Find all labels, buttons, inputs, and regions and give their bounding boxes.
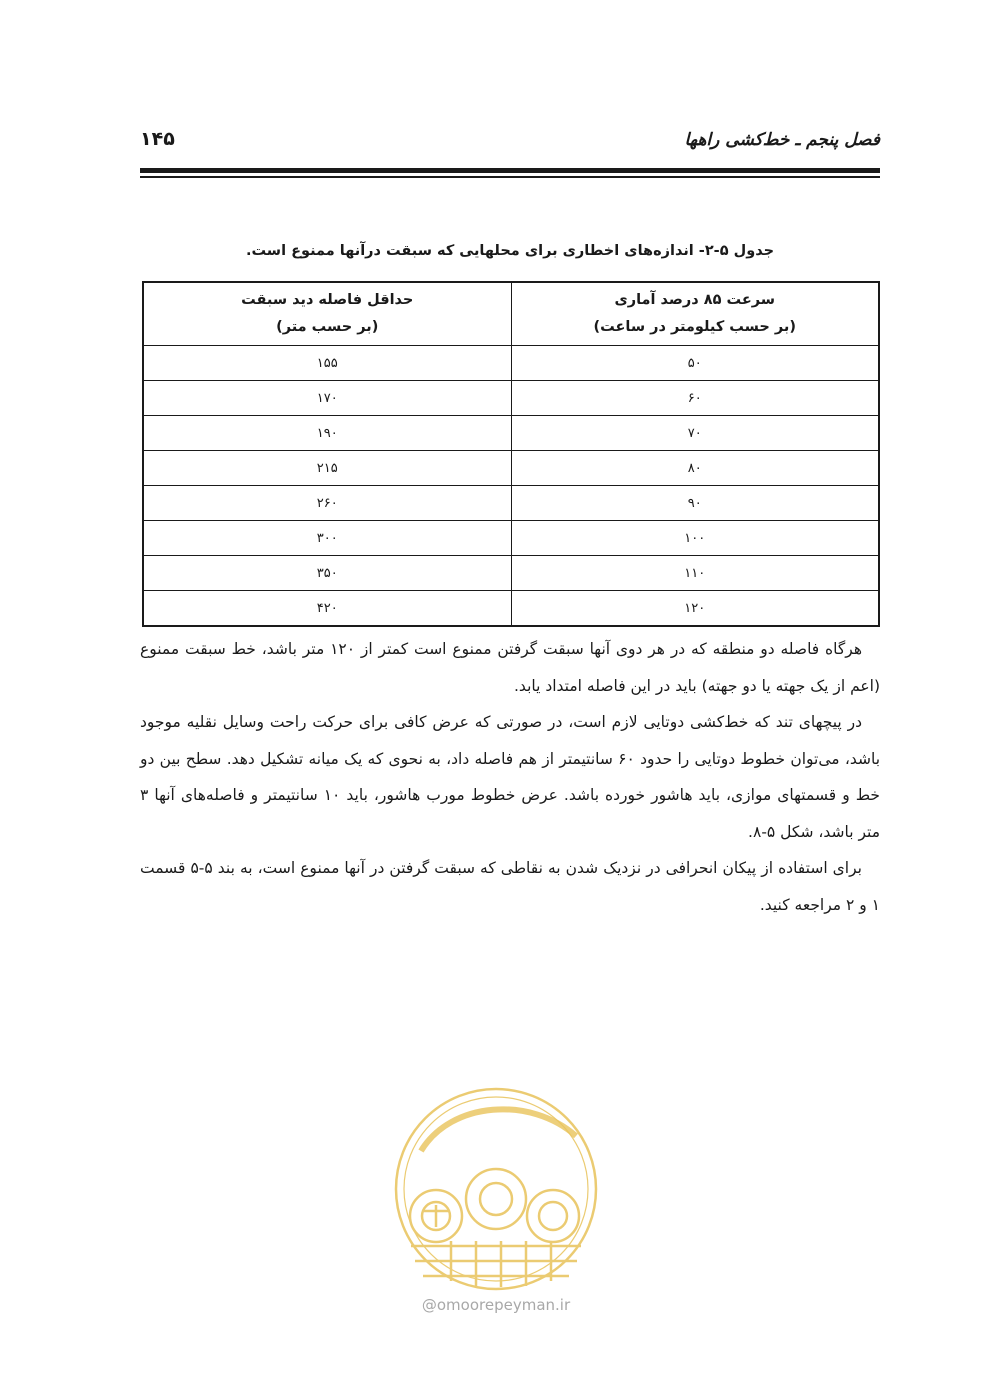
page-header xyxy=(140,128,880,160)
table-row xyxy=(143,416,879,451)
table-cell-speed: ۶۰ xyxy=(511,381,879,416)
table-header-row xyxy=(143,282,879,346)
at-icon: @ xyxy=(421,1296,437,1314)
table-cell-speed: ۸۰ xyxy=(511,451,879,486)
table-cell-speed: ۱۰۰ xyxy=(511,521,879,556)
watermark-url xyxy=(381,1296,611,1314)
chapter-title: فصل پنجم ـ خط‌کشی راهها xyxy=(684,130,880,150)
table-row xyxy=(143,556,879,591)
table-cell-distance: ۳۵۰ xyxy=(143,556,511,591)
table-cell-distance: ۱۷۰ xyxy=(143,381,511,416)
page-number: ۱۴۵ xyxy=(140,128,175,150)
watermark-url-text: omoorepeyman.ir xyxy=(436,1296,571,1314)
table-cell-distance: ۴۲۰ xyxy=(143,591,511,627)
column-header-speed xyxy=(511,282,879,346)
speed-sight-distance-table xyxy=(142,281,880,627)
table-cell-speed: ۱۱۰ xyxy=(511,556,879,591)
table-row xyxy=(143,346,879,381)
table-caption: جدول ۵-۲- اندازه‌های اخطاری برای محلهایی که سبقت درآنها ممنوع است. xyxy=(245,243,775,259)
table-cell-speed: ۵۰ xyxy=(511,346,879,381)
table-row xyxy=(143,451,879,486)
table-cell-distance: ۲۱۵ xyxy=(143,451,511,486)
paragraph: هرگاه فاصله دو منطقه که در هر دوی آنها سبقت گرفتن ممنوع است کمتر از ۱۲۰ متر باشد، خط سبقت ممنوع (اعم از یک جهته یا دو جهته) باید در این فاصله امتداد یابد. xyxy=(140,640,880,695)
table-row xyxy=(143,486,879,521)
column-header-line: حداقل فاصله دید سبقت xyxy=(241,292,414,308)
table-row xyxy=(143,591,879,627)
header-rule-thick xyxy=(140,168,880,173)
table-cell-distance: ۳۰۰ xyxy=(143,521,511,556)
table-cell-distance: ۱۹۰ xyxy=(143,416,511,451)
table-cell-speed: ۷۰ xyxy=(511,416,879,451)
table-cell-distance: ۱۵۵ xyxy=(143,346,511,381)
body-text xyxy=(140,631,880,923)
table-row xyxy=(143,381,879,416)
header-rule-thin xyxy=(140,176,880,178)
watermark-logo xyxy=(381,1081,611,1321)
column-header-unit: (بر حسب متر) xyxy=(276,319,379,335)
table-cell-speed: ۹۰ xyxy=(511,486,879,521)
table-cell-distance: ۲۶۰ xyxy=(143,486,511,521)
paragraph: برای استفاده از پیکان انحرافی در نزدیک شدن به نقاطی که سبقت گرفتن در آنها ممنوع است، به بند ۵-۵ قسمت ۱ و ۲ مراجعه کنید. xyxy=(140,859,880,914)
table-cell-speed: ۱۲۰ xyxy=(511,591,879,627)
column-header-line: سرعت ۸۵ درصد آماری xyxy=(614,292,776,308)
table-row xyxy=(143,521,879,556)
column-header-sight-distance xyxy=(143,282,511,346)
paragraph: در پیچهای تند که خط‌کشی دوتایی لازم است، در صورتی که عرض کافی برای حرکت راحت وسایل نقلیه موجود باشد، می‌توان خطوط دوتایی را حدود ۶۰ سانتیمتر از هم فاصله داد، به نحوی که یک میانه تشکیل دهد. سطح بین دو خط و قسمتهای موازی، باید هاشور خورده باشد. عرض خطوط مورب هاشور، باید ۱۰ سانتیمتر و فاصله‌های آنها ۳ متر باشد، شکل ۵-۸. xyxy=(140,713,881,841)
column-header-unit: (بر حسب کیلومتر در ساعت) xyxy=(593,319,796,335)
